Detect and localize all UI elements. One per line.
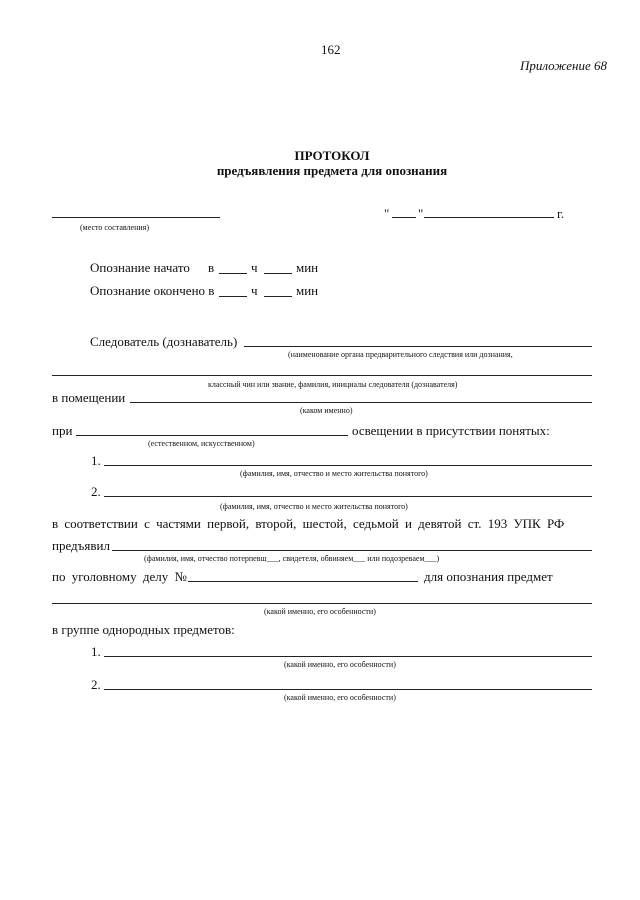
investigator-caption-2: классный чин или звание, фамилия, инициалы следователя (дознавателя)	[208, 380, 458, 389]
end-minute-unit: мин	[296, 283, 319, 298]
end-label: Опознание окончено в	[90, 283, 215, 298]
witness-2-caption: (фамилия, имя, отчество и место жительства понятого)	[220, 502, 408, 511]
object-caption: (какой именно, его особенности)	[264, 607, 376, 616]
document-title: ПРОТОКОЛ	[294, 148, 370, 163]
group-item-1-field[interactable]	[104, 656, 592, 657]
appendix-label: Приложение 68	[519, 58, 607, 73]
lighting-prefix: при	[52, 423, 73, 438]
object-description-field[interactable]	[52, 603, 592, 604]
date-quote-open: "	[384, 206, 390, 221]
start-label: Опознание начато	[90, 260, 190, 275]
date-quote-close: "	[418, 206, 424, 221]
date-day-field[interactable]	[392, 217, 416, 218]
lighting-caption: (естественном, искусственном)	[148, 439, 255, 448]
witness-1-number: 1.	[91, 453, 101, 468]
page-number: 162	[321, 42, 341, 57]
presented-field[interactable]	[112, 550, 592, 551]
lighting-field[interactable]	[76, 435, 348, 436]
room-caption: (каком именно)	[300, 406, 353, 415]
witness-1-field[interactable]	[104, 465, 592, 466]
witness-2-field[interactable]	[104, 496, 592, 497]
group-item-2-number: 2.	[91, 677, 101, 692]
date-month-year-field[interactable]	[424, 217, 554, 218]
group-item-2-field[interactable]	[104, 689, 592, 690]
group-item-1-caption: (какой именно, его особенности)	[284, 660, 396, 669]
investigator-field-2[interactable]	[52, 375, 592, 376]
place-caption: (место составления)	[80, 223, 149, 232]
investigator-caption-1: (наименование органа предварительного следствия или дознания,	[288, 350, 513, 359]
start-minute-unit: мин	[296, 260, 319, 275]
document-subtitle: предъявления предмета для опознания	[216, 163, 448, 178]
start-hour-field[interactable]	[219, 273, 247, 274]
witness-1-caption: (фамилия, имя, отчество и место жительства понятого)	[240, 469, 428, 478]
place-field[interactable]	[52, 217, 220, 218]
start-minute-field[interactable]	[264, 273, 292, 274]
case-prefix: по уголовному делу №	[52, 569, 187, 584]
group-label: в группе однородных предметов:	[52, 622, 235, 637]
end-hour-field[interactable]	[219, 296, 247, 297]
group-item-1-number: 1.	[91, 644, 101, 659]
investigator-field[interactable]	[244, 346, 592, 347]
presented-caption: (фамилия, имя, отчество потерпевш___, свидетеля, обвиняем___ или подозреваем___)	[144, 554, 440, 563]
end-hour-unit: ч	[251, 283, 258, 298]
year-suffix: г.	[557, 206, 565, 221]
investigator-label: Следователь (дознаватель)	[90, 334, 238, 349]
case-suffix: для опознания предмет	[424, 569, 553, 584]
group-item-2-caption: (какой именно, его особенности)	[284, 693, 396, 702]
start-in: в	[208, 260, 215, 275]
witness-2-number: 2.	[91, 484, 101, 499]
law-reference: в соответствии с частями первой, второй, шестой, седьмой и девятой ст. 193 УПК РФ	[52, 516, 565, 531]
start-hour-unit: ч	[251, 260, 258, 275]
end-minute-field[interactable]	[264, 296, 292, 297]
presented-label: предъявил	[52, 538, 110, 553]
lighting-suffix: освещении в присутствии понятых:	[352, 423, 550, 438]
case-number-field[interactable]	[188, 581, 418, 582]
room-label: в помещении	[52, 390, 126, 405]
room-field[interactable]	[130, 402, 592, 403]
